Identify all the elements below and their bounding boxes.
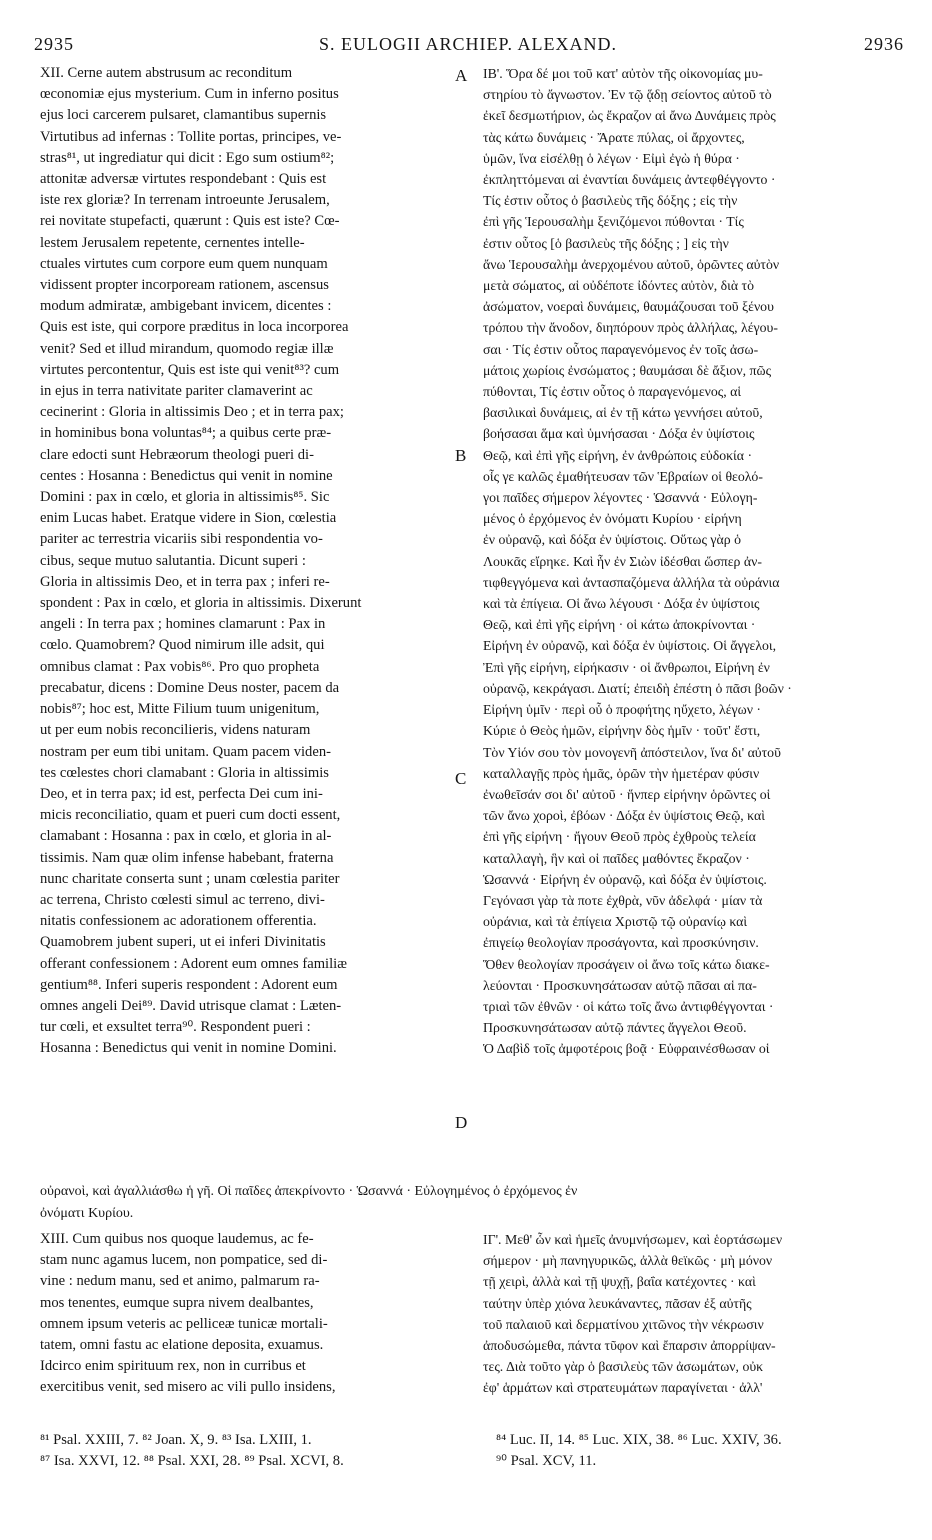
latin-column-top [40, 63, 466, 1181]
text-line: ἐπιγείῳ θεολογίαν προσάγοντα, καὶ προσκύνησιν. [483, 935, 759, 951]
text-line: λεύονται · Προσκυνησάτωσαν αὐτῷ πᾶσαι αἱ πα- [483, 977, 757, 993]
text-line: βοήσασαι ἅμα καὶ ὑμνήσασαι · Δόξα ἐν ὑψίστοις [483, 426, 755, 442]
text-line: καταλλαγῇς πρὸς ἡμᾶς, ὁρῶν τὴν ἡμετέραν φύσιν [483, 765, 760, 781]
text-line: cibus, seque mutuo salutantia. Dicunt superi : [40, 552, 306, 569]
text-line: venit? Sed et illud mirandum, quomodo regiæ illæ [40, 340, 334, 357]
footnotes [40, 1430, 910, 1472]
footnote-right-1: ⁸⁴ Luc. II, 14. ⁸⁵ Luc. XIX, 38. ⁸⁶ Luc. XXIV, 36. [496, 1432, 782, 1448]
text-line: ἐφ' ἁρμάτων καὶ στρατευμάτων παραγίνεται · ἀλλ' [483, 1380, 763, 1396]
text-line: πύθονται, Τίς ἐστιν οὗτος ὁ παραγενόμενος, αἱ [483, 384, 742, 400]
column-marker-b: B [455, 446, 467, 465]
text-line: Domini : pax in cœlo, et gloria in altissimis⁸⁵. Sic [40, 489, 330, 506]
greek-column-top [483, 63, 901, 1181]
text-line: Deo, et in terra pax; id est, perfecta Dei cum ini- [40, 785, 323, 802]
text-line: spondent : Pax in cœlo, et gloria in altissimis. Dixerunt [40, 595, 362, 612]
text-line: lestem Jerusalem repetente, cernentes intelle- [40, 234, 305, 251]
text-line: ἐκεῖ δεσμωτήριον, ὡς ἔκραζον αἱ ἄνω Δυνάμεις πρὸς [483, 108, 776, 124]
text-line: τῇ χειρὶ, ἀλλὰ καὶ τῇ ψυχῇ, βαΐα κατέχοντες · καὶ [483, 1274, 756, 1290]
text-line: Gloria in altissimis Deo, et in terra pax ; inferi re- [40, 573, 330, 590]
text-line: nostram per eum tibi unitam. Quam pacem viden- [40, 743, 331, 760]
text-line: omnes angeli Dei⁸⁹. David utrisque clamat : Læten- [40, 997, 342, 1014]
footnote-right-2: ⁹⁰ Psal. XCV, 11. [496, 1453, 597, 1469]
text-line: βασιλικαὶ δυνάμεις, αἱ ἐν τῇ κάτω γεννήσει αὐτοῦ, [483, 405, 763, 421]
footnote-left-1: ⁸¹ Psal. XXIII, 7. ⁸² Joan. X, 9. ⁸³ Isa. LXIII, 1. [40, 1432, 312, 1448]
text-line: καταλλαγὴ, ἣν καὶ οἱ παῖδες μαθόντες ἔκραζον · [483, 850, 750, 866]
text-line: stras⁸¹, ut ingrediatur qui dicit : Ego sum ostium⁸²; [40, 149, 335, 166]
text-line: καὶ τὰ ἐπίγεια. Οἱ ἄνω λέγουσι · Δόξα ἐν ὑψίστοις [483, 596, 760, 612]
text-line: XII. Cerne autem abstrusum ac reconditum [40, 65, 293, 81]
text-line: Idcirco enim spirituum rex, non in curribus et [40, 1358, 306, 1375]
text-line: modum admiratæ, ambigebant invicem, dicentes : [40, 298, 332, 315]
text-line: ut per eum nobis reconcilieris, videns naturam [40, 722, 311, 739]
text-line: ἐνωθεῖσάν σοι δι' αὐτοῦ · ἥνπερ εἰρήνην ὁρῶντες οἱ [483, 786, 771, 802]
left-page-number: 2935 [34, 34, 74, 54]
text-line: ejus loci carcerem pulsaret, clamantibus supernis [40, 107, 327, 124]
text-line: tes cœlestes chori clamabant : Gloria in altissimis [40, 764, 329, 781]
text-line: οὐρανοὶ, καὶ ἀγαλλιάσθω ἡ γῆ. Οἱ παῖδες ἀπεκρίνοντο · Ὡσαννά · Εὐλογημένος ὁ ἐρχόμενος ἐν [40, 1184, 578, 1199]
text-line: clare edocti sunt Hebræorum theologi pueri di- [40, 446, 314, 463]
text-line: τὰς κάτω δυνάμεις · Ἄρατε πύλας, οἱ ἄρχοντες, [483, 129, 745, 145]
text-line: ἐν οὐρανῷ, καὶ δόξα ἐν ὑψίστοις. Οὕτως γὰρ ὁ [483, 532, 741, 548]
column-marker-a: A [455, 66, 468, 85]
text-line: in ejus in terra nativitate pariter clamaverint ac [40, 383, 313, 400]
text-line: ὑμῶν, ἵνα εἰσέλθῃ ὁ λέγων · Εἰμὶ ἐγὼ ἡ θύρα · [483, 150, 740, 166]
footnote-row [40, 1451, 910, 1472]
greek-spanning-lines [40, 1181, 902, 1224]
text-line: enim Lucas habet. Eratque videre in Sion, cœlestia [40, 510, 337, 527]
text-line: œconomiæ ejus mysterium. Cum in inferno positus [40, 86, 339, 103]
text-line: Εἰρήνη ὑμῖν · περὶ οὗ ὁ προφήτης ηὔχετο, λέγων · [483, 702, 761, 718]
text-line: ἐστιν οὗτος [ὁ βασιλεὺς τῆς δόξης ; ] εἰς τὴν [483, 235, 729, 251]
text-line: rei novitate stupefacti, quærunt : Quis est iste? Cœ- [40, 213, 340, 230]
text-line: mos tenentes, eumque supra nivem dealbantes, [40, 1294, 314, 1311]
text-line: Εἰρήνη ἐν οὐρανῷ, καὶ δόξα ἐν ὑψίστοις. Οἱ ἄγγελοι, [483, 638, 777, 654]
text-line: Προσκυνησάτωσαν αὐτῷ πάντες ἄγγελοι Θεοῦ. [483, 1020, 747, 1036]
text-line: τρόπου τὴν ἄνοδον, διηπόρουν πρὸς ἀλλήλας, λέγου- [483, 320, 778, 336]
text-line: cœlo. Quamobrem? Quod nimirum ille adsit, qui [40, 637, 325, 654]
text-line: γοι παῖδες σήμερον λέγοντες · Ὡσαννά · Εὐλογη- [483, 490, 758, 506]
text-line: ἐκπληττόμεναι αἱ ἐναντίαι δυνάμεις ἀντεφθέγγοντο · [483, 172, 776, 188]
text-line: Γεγόνασι γὰρ τὰ ποτε ἐχθρὰ, νῦν ἀδελφά · μίαν τὰ [483, 892, 763, 908]
text-line: ἐπὶ γῆς Ἱερουσαλὴμ ξενιζόμενοι πύθονται · Τίς [483, 214, 744, 230]
text-line: ὀνόματι Κυρίου. [40, 1205, 134, 1221]
text-line: precabatur, dicens : Domine Deus noster, pacem da [40, 679, 340, 696]
text-line: οὐρανῷ, κεκράγασι. Διατί; ἐπειδὴ ἐπέστη ὁ πᾶσι βοῶν · [483, 680, 792, 696]
text-line: nitatis confessionem ac adorationem offerentia. [40, 913, 317, 930]
text-line: tissimis. Nam quæ olim infense habebant, fraterna [40, 849, 334, 866]
text-line: stam nunc agamus lucem, non pompatice, sed di- [40, 1252, 328, 1269]
text-line: ΙΓ'. Μεθ' ὧν καὶ ἡμεῖς ἀνυμνήσωμεν, καὶ ἑορτάσωμεν [483, 1232, 783, 1247]
text-line: Θεῷ, καὶ ἐπὶ γῆς εἰρήνη, ἐν ἀνθρώποις εὐδοκία · [483, 447, 753, 463]
running-title: S. EULOGII ARCHIEP. ALEXAND. [319, 34, 617, 54]
text-line: τῶν ἄνω χοροὶ, ἐβόων · Δόξα ἐν ὑψίστοις Θεῷ, καὶ [483, 808, 765, 824]
column-marker-c: C [455, 769, 467, 788]
text-line: σαι · Τίς ἐστιν οὗτος παραγενόμενος ἐν τοῖς ἀσω- [483, 341, 759, 357]
text-line: ἐπὶ γῆς εἰρήνη · ἤγουν Θεοῦ πρὸς ἐχθροὺς τελεία [483, 829, 756, 845]
column-marker-d: D [455, 1113, 468, 1132]
text-line: μετὰ σώματος, αἱ οὐδέποτε ἰδόντες αὐτὸν, διὰ τὸ [483, 278, 754, 294]
text-line: omnibus clamat : Pax vobis⁸⁶. Pro quo propheta [40, 658, 320, 675]
text-line: Κύριε ὁ Θεὸς ἡμῶν, εἰρήνην δὸς ἡμῖν · τοῦτ' ἔστι, [483, 723, 761, 739]
text-line: in hominibus bona voluntas⁸⁴; a quibus certe præ- [40, 425, 332, 442]
text-line: τοῦ παλαιοῦ καὶ δερματίνου χιτῶνος τὴν νέκρωσιν [483, 1316, 764, 1332]
text-line: Θεῷ, καὶ ἐπὶ γῆς εἰρήνη · οἱ κάτω ἀποκρίνονται · [483, 617, 756, 633]
latin-column-bottom [40, 1229, 466, 1429]
text-line: Ὡσαννά · Εἰρήνη ἐν οὐρανῷ, καὶ δόξα ἐν ὑψίστοις. [483, 871, 767, 887]
text-line: cecinerint : Gloria in altissimis Deo ; et in terra pax; [40, 404, 344, 421]
text-line: micis reconciliatio, quam et pueri cum docti essent, [40, 807, 341, 824]
text-line: Quis est iste, qui corpore præditus in loca incorporea [40, 319, 349, 336]
text-line: vidissent propter incorpoream rationem, ascensus [40, 277, 329, 294]
text-line: Τὸν Υἱόν σου τὸν μονογενῆ ἀπόστειλον, ἵνα δι' αὐτοῦ [483, 744, 781, 760]
text-line: pariter ac terrestria vicariis sibi respondentia vo- [40, 531, 323, 548]
text-line: iste rex gloriæ? In terrenam introeunte Jerusalem, [40, 192, 330, 209]
text-line: Quamobrem jubent superi, ut ei inferi Divinitatis [40, 934, 326, 951]
text-line: Hosanna : Benedictus qui venit in nomine Domini. [40, 1040, 337, 1057]
text-line: offerant confessionem : Adorent eum omnes familiæ [40, 955, 347, 972]
footnote-left-2: ⁸⁷ Isa. XXVI, 12. ⁸⁸ Psal. XXI, 28. ⁸⁹ Psal. XCVI, 8. [40, 1453, 344, 1469]
text-line: attonitæ adversæ virtutes respondebant : Quis est [40, 171, 327, 188]
footnote-row [40, 1430, 910, 1451]
text-line: tatem, omni fastu ac elatione deposita, exuamus. [40, 1337, 324, 1354]
text-line: clamabant : Hosanna : pax in cœlo, et gloria in al- [40, 828, 332, 845]
text-line: σήμερον · μὴ πανηγυρικῶς, ἀλλὰ θεϊκῶς · μὴ μόνον [483, 1253, 773, 1269]
text-line: Τίς ἐστιν οὗτος ὁ βασιλεὺς τῆς δόξης ; εἰς τὴν [483, 193, 738, 209]
text-line: XIII. Cum quibus nos quoque laudemus, ac fe- [40, 1231, 314, 1247]
text-line: centes : Hosanna : Benedictus qui venit in nomine [40, 467, 333, 484]
text-line: Λουκᾶς εἴρηκε. Καὶ ἦν ἐν Σιὼν ἰδέσθαι ὥσπερ ἀν- [483, 553, 762, 569]
running-head [30, 34, 906, 62]
text-line: ΙΒ'. Ὅρα δέ μοι τοῦ κατ' αὐτὸν τῆς οἰκονομίας μυ- [483, 66, 763, 81]
text-line: Ἐπὶ γῆς εἰρήνη, εἰρήκασιν · οἱ ἄνθρωποι, Εἰρήνη ἐν [483, 659, 770, 675]
text-line: ἀσώματον, νοεραὶ δυνάμεις, θαυμάζουσαι τοῦ ξένου [483, 299, 774, 315]
text-line: virtutes percontentur, Quis est iste qui venit⁸³? cum [40, 361, 340, 378]
text-line: μάτοις χωρίοις ἐνσώματος ; θαυμάσαι δὲ ἄξιον, πῶς [483, 362, 772, 378]
text-line: οἷς γε καλῶς ἐμαθήτευσαν τῶν Ἑβραίων οἱ θεολό- [483, 468, 763, 484]
text-line: ἀποδυσώμεθα, πάντα τῦφον καὶ ἔπαρσιν ἀπορρίψαν- [483, 1338, 776, 1354]
text-line: vine : nedum manu, sed et animo, palmarum ra- [40, 1273, 320, 1290]
greek-column-bottom [483, 1229, 901, 1429]
text-line: omnem ipsum veteris ac pelliceæ tunicæ mortali- [40, 1315, 328, 1332]
text-line: τες. Διὰ τοῦτο γὰρ ὁ βασιλεὺς τῶν ἀσωμάτων, οὐκ [483, 1359, 764, 1375]
text-line: gentium⁸⁸. Inferi superis respondent : Adorent eum [40, 976, 338, 993]
text-line: angeli : In terra pax ; homines clamarunt : Pax in [40, 616, 326, 633]
text-line: στηρίου τὸ ἄγνωστον. Ἐν τῷ ᾅδῃ σείοντος αὐτοῦ τὸ [483, 87, 772, 103]
text-line: tur cœli, et exsultet terra⁹⁰. Respondent pueri : [40, 1019, 311, 1036]
right-page-number: 2936 [864, 34, 904, 54]
text-line: exercitibus venit, sed misero ac vili pullo insidens, [40, 1379, 336, 1396]
text-line: ctuales virtutes cum corpore eum quem nunquam [40, 255, 328, 272]
text-line: μένος ὁ ἐρχόμενος ἐν ὀνόματι Κυρίου · εἰρήνη [483, 511, 742, 527]
text-line: ταύτην ὑπὲρ χιόνα λευκάναντες, πᾶσαν ἐξ αὐτῆς [483, 1295, 752, 1311]
text-line: nunc charitate conserta sunt ; unam cœlestia pariter [40, 870, 340, 887]
text-line: Virtutibus ad infernas : Tollite portas, principes, ve- [40, 128, 342, 145]
text-line: τιφθεγγόμενα καὶ ἀντασπαζόμενα ἀλλήλα τὰ οὐράνια [483, 574, 780, 590]
text-line: οὐράνια, καὶ τὰ ἐπίγεια Χριστῷ τῷ οὐρανίῳ καὶ [483, 914, 748, 930]
text-line: Ὁ Δαβὶδ τοῖς ἀμφοτέροις βοᾷ · Εὐφραινέσθωσαν οἱ [483, 1041, 770, 1057]
text-line: ἄνω Ἱερουσαλὴμ ἀνερχομένου αὐτοῦ, ὁρῶντες αὐτὸν [483, 256, 780, 272]
text-line: τριαὶ τῶν ἐθνῶν · οἱ κάτω τοῖς ἄνω ἀντιφθέγγονται · [483, 998, 774, 1014]
text-line: nobis⁸⁷; hoc est, Mitte Filium tuum unigenitum, [40, 701, 320, 718]
text-line: Ὅθεν θεολογίαν προσάγειν οἱ ἄνω τοῖς κάτω διακε- [483, 956, 770, 972]
text-line: ac terrena, Christo cœlesti simul ac terreno, divi- [40, 891, 325, 908]
